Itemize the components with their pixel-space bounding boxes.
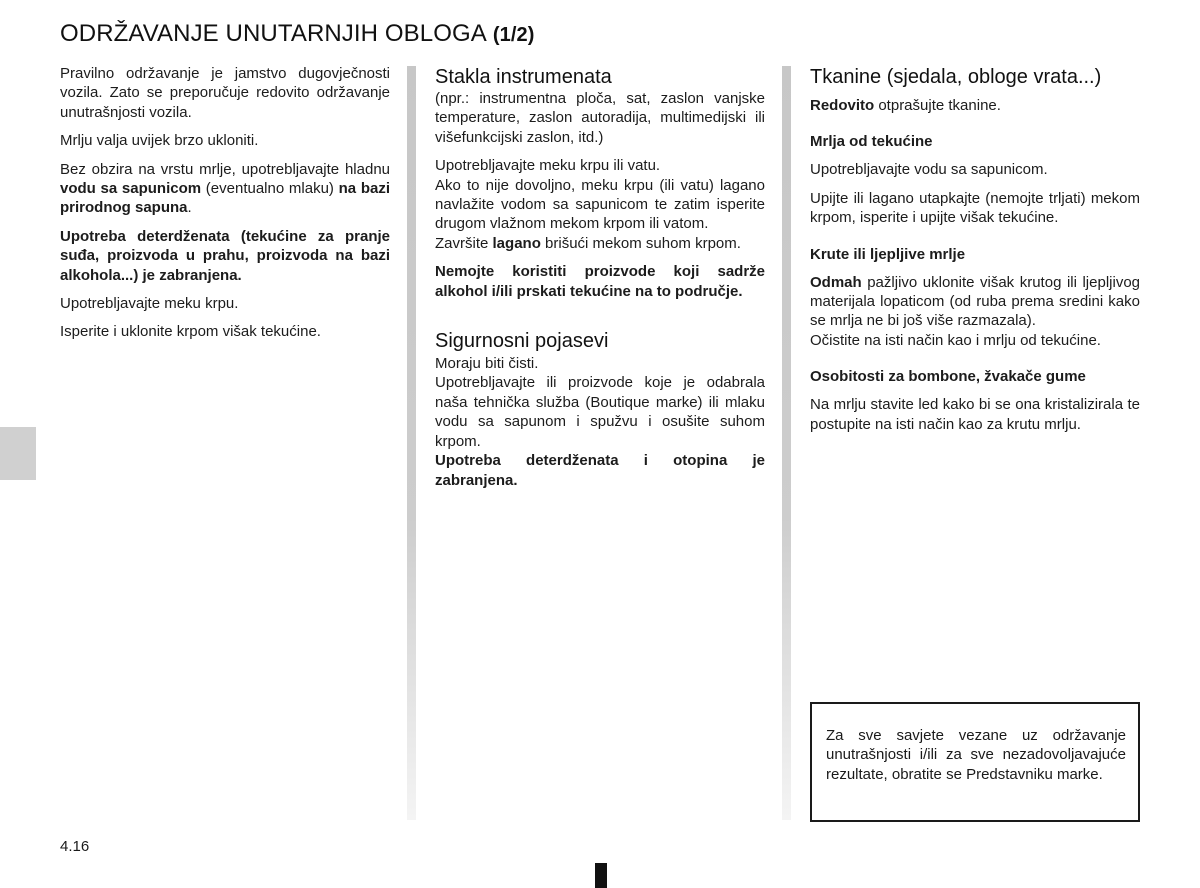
text: (eventualno mlaku) xyxy=(201,180,339,198)
page-part-indicator: (1/2) xyxy=(492,24,535,46)
text: brišući mekom suhom krpom. xyxy=(540,234,741,252)
paragraph-remove-solid xyxy=(810,273,1140,331)
section-heading-seat-belts: Sigurnosni pojasevi xyxy=(435,330,609,353)
emphasis-text: Odmah xyxy=(810,273,862,291)
paragraph-examples: (npr.: instrumentna ploča, sat, zaslon vanjske temperature, zaslon autoradija, multimedijski ili višefunkcijski zaslon, itd.) xyxy=(435,90,765,146)
column-instruments-belts xyxy=(435,64,765,499)
paragraph-dusting xyxy=(810,96,1140,115)
paragraph-soft-cloth: Upotrebljavajte meku krpu ili vatu. xyxy=(435,157,661,175)
paragraph-products: Upotrebljavajte ili proizvode koje je odabrala naša tehnička služba (Boutique marke) ili mlaku vodu sa sapunom i spužvu i osušite suhom krpom. xyxy=(435,374,765,450)
column-general xyxy=(60,64,390,351)
emphasis-text: lagano xyxy=(492,234,541,252)
page-title xyxy=(60,20,534,48)
text: Bez obzira na vrstu mrlje, upotrebljavajte hladnu xyxy=(60,160,390,178)
paragraph-soft-cloth: Upotrebljavajte meku krpu. xyxy=(60,295,239,313)
warning-text: Upotreba deterdženata i otopina je zabranjena. xyxy=(435,452,765,489)
text: otprašujte tkanine. xyxy=(874,97,1001,114)
text: Završite xyxy=(435,234,493,252)
text: . xyxy=(187,199,192,217)
paragraph-must-be-clean: Moraju biti čisti. xyxy=(435,355,539,373)
column-separator xyxy=(782,66,791,820)
paragraph-clean-same: Očistite na isti način kao i mrlju od tekućine. xyxy=(810,331,1101,349)
emphasis-text: vodu sa sapunicom xyxy=(60,180,202,198)
section-heading-instrument-glass: Stakla instrumenata xyxy=(435,66,612,88)
paragraph-finish xyxy=(435,234,765,253)
subheading-solid-stain: Krute ili ljepljive mrlje xyxy=(810,245,966,263)
emphasis-text: na bazi prirodnog sapuna xyxy=(60,180,390,217)
column-fabrics xyxy=(810,64,1140,443)
emphasis-text: Redovito xyxy=(810,97,875,114)
warning-text: Upotreba deterdženata (tekućine za pranje suđa, proizvoda u prahu, proizvoda na bazi alkohola...) je zabranjena. xyxy=(60,227,390,284)
paragraph-detergent-warning xyxy=(60,227,390,285)
page-title-text: ODRŽAVANJE UNUTARNJIH OBLOGA xyxy=(60,20,487,47)
paragraph-intro: Pravilno održavanje je jamstvo dugovječnosti vozila. Zato se preporučuje redovito održavanje unutrašnjosti vozila. xyxy=(60,65,390,121)
text: pažljivo uklonite višak krutog ili ljepljivog materijala lopaticom (od ruba prema sredini kako se mrlja ne bi još više razmazala). xyxy=(810,273,1140,330)
paragraph-ice: Na mrlju stavite led kako bi se ona kristalizirala te postupite na isti način kao za krutu mrlju. xyxy=(810,396,1140,433)
paragraph-dampen: Ako to nije dovoljno, meku krpu (ili vatu) lagano navlažite vodom sa sapunicom te zatim isperite drugom vlažnom mekom krpom ili vatom. xyxy=(435,176,765,233)
paragraph-blot: Upijte ili lagano utapkajte (nemojte trljati) mekom krpom, isperite i upijte višak tekućine. xyxy=(810,189,1140,227)
subheading-candy-gum: Osobitosti za bombone, žvakače gume xyxy=(810,368,1086,386)
section-heading-fabrics: Tkanine (sjedala, obloge vrata...) xyxy=(810,66,1102,88)
paragraph-water-soap xyxy=(60,160,390,218)
column-separator xyxy=(407,66,416,820)
paragraph-soapy-water: Upotrebljavajte vodu sa sapunicom. xyxy=(810,161,1048,179)
subheading-liquid-stain: Mrlja od tekućine xyxy=(810,133,933,151)
paragraph-alcohol-warning xyxy=(435,262,765,301)
chapter-tab-marker xyxy=(0,427,36,480)
paragraph-stain-removal: Mrlju valja uvijek brzo ukloniti. xyxy=(60,132,259,150)
page-number: 4.16 xyxy=(60,838,90,855)
notebox-text: Za sve savjete vezane uz održavanje unutrašnjosti i/ili za sve nezadovoljavajuće rezultate, obratite se Predstavniku marke. xyxy=(826,727,1126,783)
warning-text: Nemojte koristiti proizvode koji sadrže alkohol i/ili prskati tekućine na to područje. xyxy=(435,263,765,300)
dealer-advice-notebox xyxy=(810,702,1140,822)
paragraph-detergent-warning xyxy=(435,451,765,490)
binding-marker xyxy=(595,863,607,888)
paragraph-rinse: Isperite i uklonite krpom višak tekućine. xyxy=(60,323,321,341)
